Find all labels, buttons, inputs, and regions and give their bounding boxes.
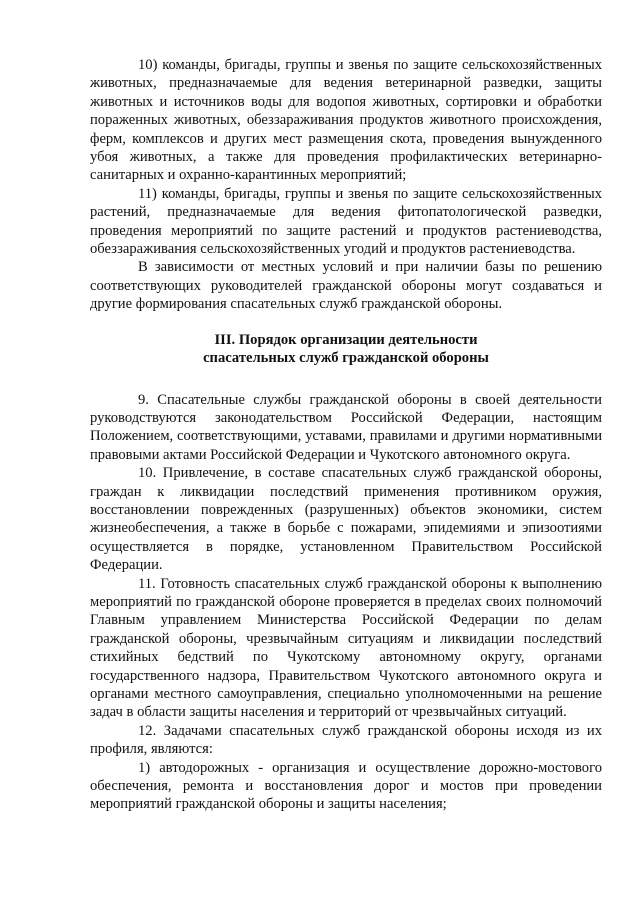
paragraph-clause-12: 12. Задачами спасательных служб гражданской обороны исходя из их профиля, являются:: [90, 722, 602, 758]
section-heading-line-1: III. Порядок организации деятельности: [214, 331, 478, 348]
paragraph-item-10: 10) команды, бригады, группы и звенья по защите сельскохозяйственных животных, предназначаемые для ведения ветеринарной разведки, защиты животных и источников воды для водопоя животных, сортировки и обработки пораженных животных, обеззараживания продуктов животного происхождения, ферм, комплексов и других мест размещения скота, проведения вынужденного убоя животных, а также для проведения профилактических ветеринарно-санитарных и охранно-карантинных мероприятий;: [90, 57, 602, 184]
paragraph-other-formations: В зависимости от местных условий и при наличии базы по решению соответствующих руководителей гражданской обороны могут создаваться и другие формирования спасательных служб гражданской обороны.: [90, 259, 602, 313]
paragraph-clause-11: 11. Готовность спасательных служб гражданской обороны к выполнению мероприятий по гражданской обороне проверяется в пределах своих полномочий Главным управлением Министерства Российской Федерации по делам гражданской обороны, чрезвычайным ситуациям и ликвидации последствий стихийных бедствий по Чукотскому автономному округу, органами государственного надзора, Правительством Чукотского автономного округа и органами местного самоуправления, специально уполномоченными на решение задач в области защиты населения и территорий от чрезвычайных ситуаций.: [90, 575, 602, 721]
section-heading: [90, 331, 602, 368]
document-page: [90, 56, 602, 814]
paragraph-item-11: 11) команды, бригады, группы и звенья по защите сельскохозяйственных растений, предназначаемые для ведения фитопатологической разведки, проведения мероприятий по защите растений и продуктов растениеводства, обеззараживания сельскохозяйственных угодий и продуктов растениеводства.: [90, 185, 602, 258]
paragraph-clause-12-item-1: 1) автодорожных - организация и осуществление дорожно-мостового обеспечения, ремонта и восстановления дорог и мостов при проведении мероприятий гражданской обороны и защиты населения;: [90, 759, 602, 813]
paragraph-clause-9: 9. Спасательные службы гражданской обороны в своей деятельности руководствуются законодательством Российской Федерации, настоящим Положением, соответствующими, уставами, правилами и другими нормативными правовыми актами Российской Федерации и Чукотского автономного округа.: [90, 391, 602, 463]
paragraph-clause-10: 10. Привлечение, в составе спасательных служб гражданской обороны, граждан к ликвидации последствий применения противником оружия, восстановлении поврежденных (разрушенных) объектов экономики, систем жизнеобеспечения, а также в борьбе с пожарами, эпидемиями и эпизоотиями осуществляется в порядке, установленном Правительством Российской Федерации.: [90, 465, 602, 574]
section-heading-line-2: спасательных служб гражданской обороны: [203, 350, 489, 367]
